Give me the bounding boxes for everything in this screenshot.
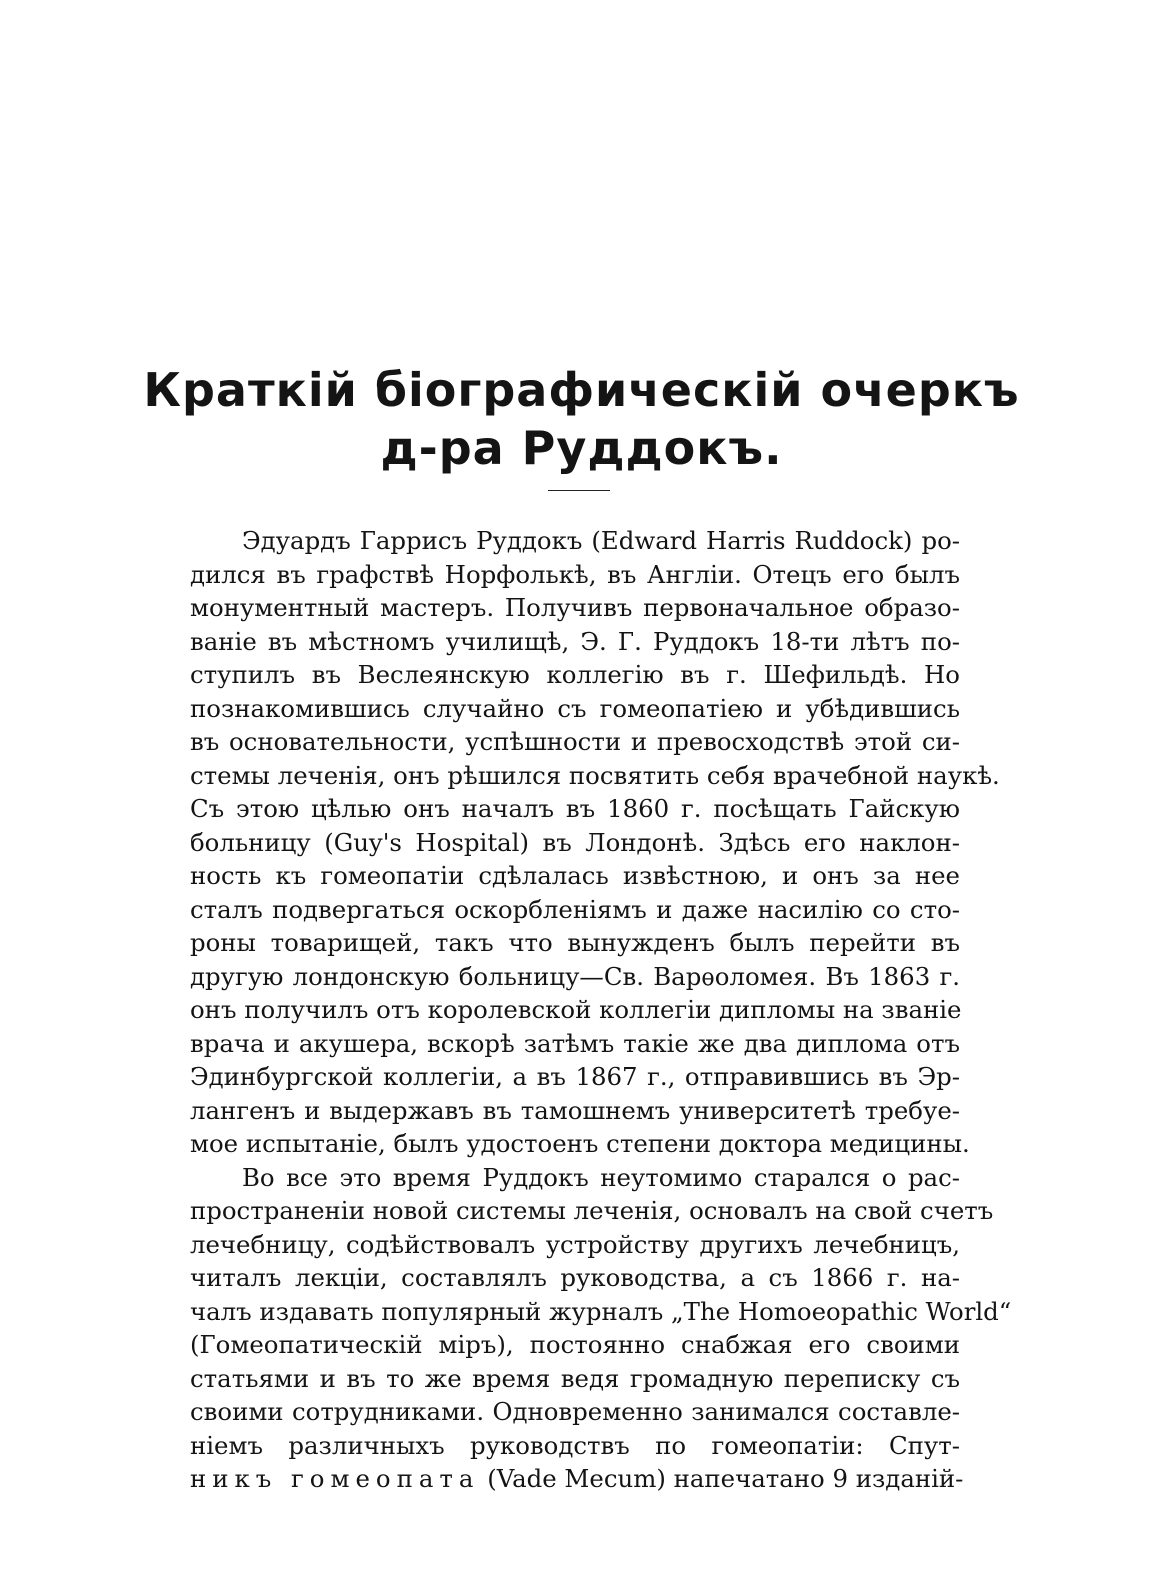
text-line-rest: (Vade Mecum) напечатано 9 изданій- bbox=[487, 1464, 964, 1493]
text-line: ность къ гомеопатіи сдѣлалась извѣстною, и онъ за нее bbox=[190, 861, 960, 890]
text-line: врача и акушера, вскорѣ затѣмъ такіе же два диплома отъ bbox=[190, 1028, 960, 1058]
text-line: въ основательности, успѣшности и превосходствѣ этой си- bbox=[190, 727, 960, 756]
body-text bbox=[190, 524, 1012, 1496]
text-line: другую лондонскую больницу—Св. Варѳоломея. Въ 1863 г. bbox=[190, 961, 960, 991]
text-line: статьями и въ то же время ведя громадную переписку съ bbox=[190, 1363, 960, 1393]
text-line: больницу (Guy's Hospital) въ Лондонѣ. Здѣсь его наклон- bbox=[190, 827, 960, 857]
text-line: мое испытаніе, былъ удостоенъ степени доктора медицины. bbox=[190, 1129, 970, 1158]
text-line: ваніе въ мѣстномъ училищѣ, Э. Г. Руддокъ 18-ти лѣтъ по- bbox=[190, 626, 960, 656]
text-line: ніемъ различныхъ руководствъ по гомеопатіи: Спут- bbox=[190, 1430, 960, 1460]
page-title-line-2: д-ра Руддокъ. bbox=[380, 421, 783, 475]
page-title-line-1: Краткій біографическій очеркъ bbox=[143, 363, 1020, 417]
text-line: чалъ издавать популярный журналъ „The Homoeopathic World“ bbox=[190, 1296, 1012, 1326]
text-line: Во все это время Руддокъ неутомимо старался о рас- bbox=[242, 1162, 960, 1192]
text-line-final bbox=[190, 1462, 964, 1496]
text-line: познакомившись случайно съ гомеопатіею и убѣдившись bbox=[190, 693, 960, 723]
spaced-emphasis: никъ гомеопата bbox=[190, 1464, 480, 1493]
text-line: монументный мастеръ. Получивъ первоначальное образо- bbox=[190, 593, 960, 622]
text-line: пространеніи новой системы леченія, основалъ на свой счетъ bbox=[190, 1196, 994, 1225]
text-line: роны товарищей, такъ что вынужденъ былъ перейти въ bbox=[190, 928, 960, 957]
text-line: своими сотрудниками. Одновременно занимался составле- bbox=[190, 1397, 960, 1426]
text-line: читалъ лекціи, составлялъ руководства, а съ 1866 г. на- bbox=[190, 1263, 960, 1292]
text-line: ступилъ въ Веслеянскую коллегію въ г. Шефильдѣ. Но bbox=[190, 660, 960, 689]
text-line: онъ получилъ отъ королевской коллегіи дипломы на званіе bbox=[190, 995, 962, 1024]
text-line: дился въ графствѣ Норфолькѣ, въ Англіи. Отецъ его былъ bbox=[190, 559, 960, 589]
text-line: лечебницу, содѣйствовалъ устройству другихъ лечебницъ, bbox=[190, 1229, 960, 1259]
text-line: Эдинбургской коллегіи, а въ 1867 г., отправившись въ Эр- bbox=[190, 1062, 960, 1091]
text-line: стемы леченія, онъ рѣшился посвятить себя врачебной наукѣ. bbox=[190, 760, 1000, 790]
text-line: Эдуардъ Гаррисъ Руддокъ (Edward Harris Ruddock) ро- bbox=[242, 526, 960, 555]
text-line: сталъ подвергаться оскорбленіямъ и даже насилію со сто- bbox=[190, 894, 960, 924]
title-divider bbox=[548, 490, 610, 491]
text-line: (Гомеопатическій міръ), постоянно снабжая его своими bbox=[190, 1330, 960, 1359]
text-line: лангенъ и выдержавъ въ тамошнемъ университетѣ требуе- bbox=[190, 1095, 960, 1125]
text-line: Съ этою цѣлью онъ началъ въ 1860 г. посѣщать Гайскую bbox=[190, 794, 960, 823]
